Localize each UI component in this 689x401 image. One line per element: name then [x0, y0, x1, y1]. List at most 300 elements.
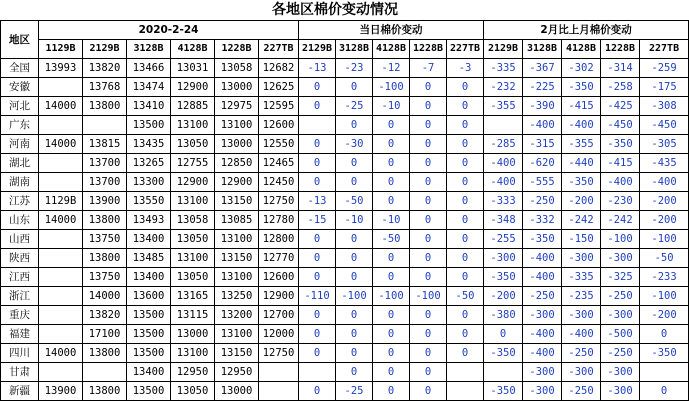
region-header: 地区 — [1, 21, 39, 59]
daily-change-cell: 0 — [447, 173, 484, 192]
daily-change-cell: 0 — [336, 268, 373, 287]
monthly-compare-cell: -250 — [523, 287, 562, 306]
monthly-compare-cell: -350 — [562, 78, 601, 97]
monthly-compare-cell: -620 — [523, 154, 562, 173]
price-cell: 12600 — [259, 268, 299, 287]
monthly-compare-cell: -259 — [640, 59, 689, 78]
table-row — [1, 363, 689, 382]
price-cell: 13150 — [215, 249, 259, 268]
monthly-compare-cell: -435 — [640, 154, 689, 173]
daily-change-cell: 0 — [373, 325, 410, 344]
region-cell: 重庆 — [1, 306, 39, 325]
price-cell: 12450 — [259, 173, 299, 192]
monthly-compare-cell: -350 — [640, 344, 689, 363]
price-cell: 17100 — [83, 325, 127, 344]
table-row — [1, 211, 689, 230]
price-column-header: 1228B — [215, 40, 259, 59]
monthly-compare-cell: -255 — [484, 230, 523, 249]
monthly-compare-cell: -258 — [601, 78, 640, 97]
price-cell: 12550 — [259, 135, 299, 154]
daily-change-cell: 0 — [410, 97, 447, 116]
price-column-header: 2129B — [83, 40, 127, 59]
daily-change-column-header: 3128B — [336, 40, 373, 59]
price-cell: 13400 — [127, 268, 171, 287]
daily-change-cell: -30 — [336, 135, 373, 154]
price-cell: 13750 — [83, 268, 127, 287]
daily-change-cell: 0 — [299, 154, 336, 173]
monthly-compare-cell: -400 — [562, 325, 601, 344]
region-cell: 广东 — [1, 116, 39, 135]
daily-change-cell: 0 — [447, 249, 484, 268]
monthly-compare-cell: -367 — [523, 59, 562, 78]
price-cell: 13100 — [215, 325, 259, 344]
monthly-compare-cell: -200 — [562, 192, 601, 211]
price-cell: 13600 — [127, 287, 171, 306]
daily-change-cell: 0 — [410, 154, 447, 173]
region-cell: 河南 — [1, 135, 39, 154]
price-cell: 12950 — [171, 363, 215, 382]
monthly-compare-cell: 0 — [640, 325, 689, 344]
daily-change-cell: 0 — [410, 249, 447, 268]
daily-change-cell: -50 — [336, 192, 373, 211]
monthly-compare-cell: -250 — [601, 344, 640, 363]
monthly-compare-cell: -300 — [601, 306, 640, 325]
daily-change-cell: 0 — [410, 116, 447, 135]
header-row-groups — [1, 21, 689, 40]
price-cell: 13993 — [39, 59, 83, 78]
monthly-compare-cell: -300 — [601, 249, 640, 268]
table-row — [1, 135, 689, 154]
price-cell: 13150 — [215, 192, 259, 211]
monthly-compare-cell: -200 — [640, 306, 689, 325]
monthly-compare-cell: -333 — [484, 192, 523, 211]
price-cell — [259, 363, 299, 382]
daily-change-cell — [299, 116, 336, 135]
price-cell: 12750 — [259, 192, 299, 211]
daily-change-cell: 0 — [336, 116, 373, 135]
region-cell: 全国 — [1, 59, 39, 78]
price-cell: 1129B — [39, 192, 83, 211]
table-row — [1, 287, 689, 306]
monthly-compare-cell: -555 — [523, 173, 562, 192]
price-cell: 13800 — [83, 211, 127, 230]
daily-change-cell: 0 — [299, 268, 336, 287]
daily-change-cell: 0 — [299, 344, 336, 363]
daily-change-cell: -13 — [299, 192, 336, 211]
table-body — [1, 59, 689, 401]
daily-change-cell: 0 — [373, 268, 410, 287]
price-cell: 13800 — [83, 249, 127, 268]
daily-change-cell: -100 — [410, 287, 447, 306]
monthly-compare-cell: -314 — [601, 59, 640, 78]
monthly-compare-cell: -233 — [640, 268, 689, 287]
price-cell: 13700 — [83, 154, 127, 173]
daily-change-cell: -50 — [373, 230, 410, 249]
region-cell: 福建 — [1, 325, 39, 344]
price-cell: 13100 — [171, 344, 215, 363]
daily-change-cell: -25 — [336, 382, 373, 401]
daily-change-column-header: 4128B — [373, 40, 410, 59]
daily-change-cell: 0 — [410, 173, 447, 192]
monthly-compare-cell: -200 — [484, 287, 523, 306]
region-cell: 陕西 — [1, 249, 39, 268]
price-cell: 13000 — [171, 325, 215, 344]
monthly-compare-cell: -300 — [484, 249, 523, 268]
daily-change-cell: 0 — [336, 78, 373, 97]
price-cell: 12600 — [259, 116, 299, 135]
daily-change-column-header: 1228B — [410, 40, 447, 59]
monthly-compare-cell: -350 — [601, 135, 640, 154]
monthly-compare-cell: -175 — [640, 78, 689, 97]
daily-change-cell: 0 — [336, 306, 373, 325]
daily-change-cell: 0 — [410, 135, 447, 154]
monthly-compare-cell: -440 — [562, 154, 601, 173]
price-cell: 13500 — [127, 344, 171, 363]
daily-change-cell: 0 — [336, 325, 373, 344]
monthly-compare-cell: -200 — [640, 211, 689, 230]
region-cell: 河北 — [1, 97, 39, 116]
price-cell — [83, 116, 127, 135]
daily-change-cell: 0 — [410, 344, 447, 363]
price-cell — [39, 306, 83, 325]
price-column-header: 3128B — [127, 40, 171, 59]
price-cell: 12885 — [171, 97, 215, 116]
price-column-header: 4128B — [171, 40, 215, 59]
monthly-compare-cell: -400 — [484, 173, 523, 192]
daily-change-column-header: 2129B — [299, 40, 336, 59]
monthly-compare-cell: -350 — [562, 173, 601, 192]
price-cell: 13466 — [127, 59, 171, 78]
daily-change-cell: 0 — [336, 173, 373, 192]
daily-change-cell — [299, 363, 336, 382]
price-cell — [259, 382, 299, 401]
region-cell: 四川 — [1, 344, 39, 363]
monthly-compare-column-header: 2129B — [484, 40, 523, 59]
daily-change-cell: 0 — [299, 78, 336, 97]
daily-change-cell: -12 — [373, 59, 410, 78]
price-cell: 13820 — [83, 59, 127, 78]
price-cell — [83, 363, 127, 382]
price-cell — [39, 230, 83, 249]
monthly-compare-cell: -50 — [640, 249, 689, 268]
price-cell: 13100 — [171, 249, 215, 268]
price-cell: 13435 — [127, 135, 171, 154]
price-cell: 13500 — [127, 382, 171, 401]
daily-change-cell: 0 — [447, 97, 484, 116]
daily-change-cell: 0 — [447, 154, 484, 173]
table-row — [1, 97, 689, 116]
price-cell — [39, 249, 83, 268]
table-row — [1, 116, 689, 135]
price-cell: 13800 — [83, 344, 127, 363]
price-cell: 12755 — [171, 154, 215, 173]
region-cell: 甘肃 — [1, 363, 39, 382]
region-cell: 山西 — [1, 230, 39, 249]
region-cell: 安徽 — [1, 78, 39, 97]
daily-change-cell: 0 — [373, 249, 410, 268]
monthly-compare-cell: -400 — [562, 116, 601, 135]
price-cell — [39, 268, 83, 287]
monthly-compare-cell: -100 — [640, 230, 689, 249]
price-cell: 13820 — [83, 306, 127, 325]
price-cell: 13768 — [83, 78, 127, 97]
monthly-compare-cell: -300 — [523, 382, 562, 401]
price-cell: 12750 — [259, 344, 299, 363]
daily-change-cell: 0 — [373, 154, 410, 173]
daily-change-cell: 0 — [336, 249, 373, 268]
date-group-header: 2020-2-24 — [39, 21, 299, 40]
price-cell: 13700 — [83, 173, 127, 192]
price-cell: 13500 — [127, 116, 171, 135]
price-column-header: 1129B — [39, 40, 83, 59]
daily-change-column-header: 227TB — [447, 40, 484, 59]
daily-change-cell: 0 — [299, 306, 336, 325]
monthly-compare-cell: -300 — [601, 382, 640, 401]
monthly-compare-cell: 0 — [484, 325, 523, 344]
daily-change-cell: 0 — [447, 325, 484, 344]
daily-change-cell: 0 — [447, 116, 484, 135]
price-cell: 13000 — [215, 135, 259, 154]
price-cell: 14000 — [39, 344, 83, 363]
table-row — [1, 382, 689, 401]
table-row — [1, 192, 689, 211]
price-cell: 13100 — [215, 116, 259, 135]
monthly-compare-cell: -250 — [601, 287, 640, 306]
monthly-compare-cell: -200 — [640, 192, 689, 211]
price-cell: 14000 — [39, 211, 83, 230]
price-cell: 12975 — [215, 97, 259, 116]
daily-change-cell: 0 — [373, 306, 410, 325]
price-cell: 13031 — [171, 59, 215, 78]
price-cell: 13100 — [215, 268, 259, 287]
daily-change-cell: 0 — [336, 154, 373, 173]
price-cell: 13100 — [171, 116, 215, 135]
daily-change-cell: -7 — [410, 59, 447, 78]
daily-change-cell: -50 — [447, 287, 484, 306]
region-cell: 湖北 — [1, 154, 39, 173]
monthly-compare-cell: -308 — [640, 97, 689, 116]
daily-change-cell: 0 — [447, 268, 484, 287]
header-row-columns — [1, 40, 689, 59]
price-cell: 13493 — [127, 211, 171, 230]
table-row — [1, 154, 689, 173]
daily-change-cell: 0 — [373, 135, 410, 154]
daily-change-cell: -10 — [336, 211, 373, 230]
daily-change-cell: 0 — [373, 344, 410, 363]
monthly-compare-cell: -250 — [562, 382, 601, 401]
price-cell: 13265 — [127, 154, 171, 173]
daily-change-cell: 0 — [410, 382, 447, 401]
price-cell: 13485 — [127, 249, 171, 268]
region-cell: 浙江 — [1, 287, 39, 306]
monthly-compare-cell: -350 — [484, 268, 523, 287]
daily-change-cell: 0 — [447, 344, 484, 363]
daily-change-cell: -23 — [336, 59, 373, 78]
price-cell — [39, 154, 83, 173]
daily-change-group-header: 当日棉价变动 — [299, 21, 484, 40]
monthly-compare-cell: -350 — [484, 344, 523, 363]
monthly-compare-cell: -305 — [640, 135, 689, 154]
price-cell: 13050 — [171, 382, 215, 401]
monthly-compare-cell: -400 — [523, 249, 562, 268]
monthly-compare-cell: -250 — [562, 344, 601, 363]
monthly-compare-cell: -400 — [640, 173, 689, 192]
table-row — [1, 344, 689, 363]
table-row — [1, 59, 689, 78]
price-cell: 13410 — [127, 97, 171, 116]
daily-change-cell: 0 — [447, 211, 484, 230]
monthly-compare-cell: -100 — [640, 287, 689, 306]
price-cell: 13115 — [171, 306, 215, 325]
price-cell: 13058 — [171, 211, 215, 230]
daily-change-cell: -100 — [373, 287, 410, 306]
price-cell: 13050 — [171, 135, 215, 154]
daily-change-cell: 0 — [447, 192, 484, 211]
price-cell — [39, 287, 83, 306]
monthly-compare-cell: -332 — [523, 211, 562, 230]
daily-change-cell: 0 — [410, 78, 447, 97]
monthly-compare-cell: -242 — [601, 211, 640, 230]
price-cell — [39, 116, 83, 135]
daily-change-cell: 0 — [410, 268, 447, 287]
daily-change-cell: 0 — [299, 230, 336, 249]
price-cell: 12700 — [259, 306, 299, 325]
price-cell: 12950 — [215, 363, 259, 382]
daily-change-cell: 0 — [447, 135, 484, 154]
monthly-compare-cell: -250 — [523, 192, 562, 211]
table-row — [1, 325, 689, 344]
monthly-compare-cell: -400 — [601, 173, 640, 192]
table-row — [1, 78, 689, 97]
monthly-compare-column-header: 1228B — [601, 40, 640, 59]
price-cell: 13000 — [215, 78, 259, 97]
monthly-compare-cell: -230 — [601, 192, 640, 211]
daily-change-cell: -25 — [336, 97, 373, 116]
price-cell: 12682 — [259, 59, 299, 78]
monthly-compare-cell: -315 — [523, 135, 562, 154]
price-cell: 14000 — [39, 135, 83, 154]
monthly-compare-cell: -425 — [601, 97, 640, 116]
region-cell: 山东 — [1, 211, 39, 230]
table-row — [1, 230, 689, 249]
monthly-compare-cell: -300 — [562, 249, 601, 268]
table-row — [1, 306, 689, 325]
price-cell: 13100 — [215, 230, 259, 249]
monthly-compare-cell: -300 — [562, 363, 601, 382]
daily-change-cell: 0 — [410, 325, 447, 344]
price-cell: 13050 — [171, 268, 215, 287]
daily-change-cell: 0 — [410, 363, 447, 382]
monthly-compare-cell: -335 — [562, 268, 601, 287]
price-cell: 12900 — [171, 173, 215, 192]
daily-change-cell: 0 — [410, 306, 447, 325]
price-cell: 14000 — [39, 97, 83, 116]
table-row — [1, 249, 689, 268]
daily-change-cell: 0 — [447, 230, 484, 249]
daily-change-cell: 0 — [447, 78, 484, 97]
price-cell — [39, 325, 83, 344]
price-cell: 12595 — [259, 97, 299, 116]
monthly-compare-column-header: 4128B — [562, 40, 601, 59]
price-cell — [39, 363, 83, 382]
daily-change-cell: 0 — [447, 306, 484, 325]
price-cell: 13085 — [215, 211, 259, 230]
region-cell: 新疆 — [1, 382, 39, 401]
monthly-compare-cell: -348 — [484, 211, 523, 230]
price-cell — [39, 173, 83, 192]
monthly-compare-column-header: 3128B — [523, 40, 562, 59]
monthly-compare-cell: -100 — [601, 230, 640, 249]
daily-change-cell: 0 — [410, 230, 447, 249]
monthly-compare-cell: -350 — [523, 230, 562, 249]
monthly-compare-cell — [640, 363, 689, 382]
monthly-compare-cell: -235 — [562, 287, 601, 306]
price-cell: 12850 — [215, 154, 259, 173]
monthly-compare-cell: -335 — [484, 59, 523, 78]
price-cell: 13550 — [127, 192, 171, 211]
daily-change-cell: 0 — [373, 173, 410, 192]
price-cell: 13165 — [171, 287, 215, 306]
price-cell: 13300 — [127, 173, 171, 192]
monthly-compare-cell: -450 — [640, 116, 689, 135]
price-cell: 12770 — [259, 249, 299, 268]
monthly-compare-cell: -400 — [523, 344, 562, 363]
price-cell: 13100 — [171, 192, 215, 211]
monthly-compare-group-header: 2月比上月棉价变动 — [484, 21, 689, 40]
price-cell: 13750 — [83, 230, 127, 249]
price-cell: 13800 — [83, 97, 127, 116]
price-cell: 13474 — [127, 78, 171, 97]
monthly-compare-cell: -415 — [562, 97, 601, 116]
daily-change-cell: 0 — [410, 192, 447, 211]
daily-change-cell: 0 — [410, 211, 447, 230]
daily-change-cell: 0 — [299, 173, 336, 192]
price-cell: 13500 — [127, 325, 171, 344]
price-column-header: 227TB — [259, 40, 299, 59]
price-cell: 13150 — [215, 344, 259, 363]
table-row — [1, 173, 689, 192]
monthly-compare-cell: -285 — [484, 135, 523, 154]
monthly-compare-cell: -400 — [523, 325, 562, 344]
monthly-compare-cell: -450 — [601, 116, 640, 135]
daily-change-cell: -100 — [373, 78, 410, 97]
daily-change-cell: 0 — [336, 230, 373, 249]
price-cell: 13000 — [215, 382, 259, 401]
monthly-compare-cell: -302 — [562, 59, 601, 78]
daily-change-cell: 0 — [373, 382, 410, 401]
price-cell: 13058 — [215, 59, 259, 78]
monthly-compare-cell: -390 — [523, 97, 562, 116]
price-cell — [39, 78, 83, 97]
price-cell: 13800 — [83, 382, 127, 401]
daily-change-cell: 0 — [299, 249, 336, 268]
price-cell: 12900 — [171, 78, 215, 97]
daily-change-cell: 0 — [373, 363, 410, 382]
price-cell: 13050 — [171, 230, 215, 249]
monthly-compare-cell: -355 — [562, 135, 601, 154]
price-cell: 13900 — [39, 382, 83, 401]
daily-change-cell: 0 — [299, 135, 336, 154]
page-title: 各地区棉价变动情况 — [272, 2, 398, 18]
monthly-compare-cell: -150 — [562, 230, 601, 249]
daily-change-cell: -13 — [299, 59, 336, 78]
price-cell: 13900 — [83, 192, 127, 211]
monthly-compare-cell: -300 — [562, 306, 601, 325]
price-cell: 12900 — [259, 287, 299, 306]
monthly-compare-cell: -225 — [523, 78, 562, 97]
monthly-compare-cell — [484, 116, 523, 135]
daily-change-cell: 0 — [299, 325, 336, 344]
